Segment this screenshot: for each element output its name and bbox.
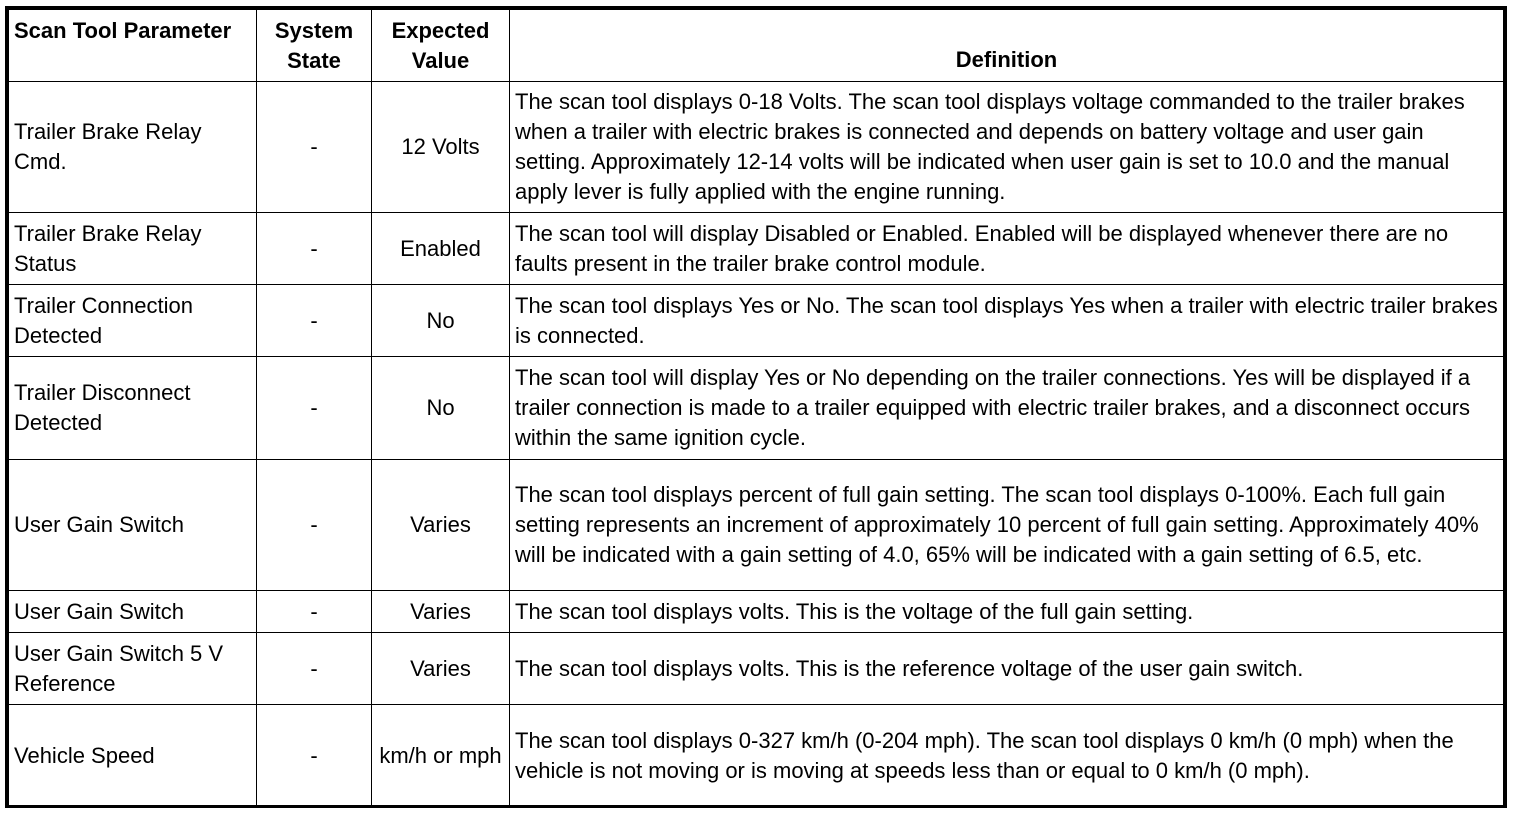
table-row: [9, 82, 1504, 213]
definition-cell: The scan tool displays percent of full gain setting. The scan tool displays 0-100%. Each full gain setting represents an increment of approximately 10 percent of full gain setting. Approximately 40% will be indicated with a gain setting of 4.0, 65% will be indicated with a gain setting of 6.5, etc.: [510, 460, 1504, 591]
header-expected-value: Expected Value: [372, 10, 510, 82]
table-row: [9, 591, 1504, 633]
parameter-cell: Trailer Brake Relay Status: [9, 213, 257, 285]
table-row: [9, 633, 1504, 705]
expected-value-cell: 12 Volts: [372, 82, 510, 213]
system-state-cell: -: [257, 460, 372, 591]
definition-cell: The scan tool displays 0-18 Volts. The scan tool displays voltage commanded to the trailer brakes when a trailer with electric brakes is connected and depends on battery voltage and user gain setting. Approximately 12-14 volts will be indicated when user gain is set to 10.0 and the manual apply lever is fully applied with the engine running.: [510, 82, 1504, 213]
system-state-cell: -: [257, 591, 372, 633]
parameter-cell: Trailer Disconnect Detected: [9, 357, 257, 460]
parameter-cell: Trailer Brake Relay Cmd.: [9, 82, 257, 213]
definition-cell: The scan tool displays volts. This is the reference voltage of the user gain switch.: [510, 633, 1504, 705]
expected-value-cell: km/h or mph: [372, 705, 510, 808]
parameter-cell: Trailer Connection Detected: [9, 285, 257, 357]
system-state-cell: -: [257, 82, 372, 213]
scan-tool-parameter-table-container: [5, 6, 1507, 808]
table-row: [9, 213, 1504, 285]
definition-cell: The scan tool displays volts. This is the voltage of the full gain setting.: [510, 591, 1504, 633]
definition-cell: The scan tool displays Yes or No. The scan tool displays Yes when a trailer with electric trailer brakes is connected.: [510, 285, 1504, 357]
system-state-cell: -: [257, 705, 372, 808]
parameter-cell: Vehicle Speed: [9, 705, 257, 808]
parameter-cell: User Gain Switch 5 V Reference: [9, 633, 257, 705]
expected-value-cell: Varies: [372, 460, 510, 591]
system-state-cell: -: [257, 285, 372, 357]
table-row: [9, 285, 1504, 357]
header-system-state: System State: [257, 10, 372, 82]
header-definition: Definition: [510, 10, 1504, 82]
table-header-row: [9, 10, 1504, 82]
expected-value-cell: Enabled: [372, 213, 510, 285]
definition-cell: The scan tool will display Disabled or Enabled. Enabled will be displayed whenever there are no faults present in the trailer brake control module.: [510, 213, 1504, 285]
parameter-cell: User Gain Switch: [9, 591, 257, 633]
scan-tool-parameter-table: [8, 9, 1504, 808]
table-row: [9, 460, 1504, 591]
system-state-cell: -: [257, 213, 372, 285]
system-state-cell: -: [257, 357, 372, 460]
definition-cell: The scan tool displays 0-327 km/h (0-204 mph). The scan tool displays 0 km/h (0 mph) when the vehicle is not moving or is moving at speeds less than or equal to 0 km/h (0 mph).: [510, 705, 1504, 808]
parameter-cell: User Gain Switch: [9, 460, 257, 591]
table-row: [9, 357, 1504, 460]
expected-value-cell: Varies: [372, 591, 510, 633]
table-row: [9, 705, 1504, 808]
system-state-cell: -: [257, 633, 372, 705]
expected-value-cell: Varies: [372, 633, 510, 705]
definition-cell: The scan tool will display Yes or No depending on the trailer connections. Yes will be displayed if a trailer connection is made to a trailer equipped with electric trailer brakes, and a disconnect occurs within the same ignition cycle.: [510, 357, 1504, 460]
header-scan-tool-parameter: Scan Tool Parameter: [9, 10, 257, 82]
expected-value-cell: No: [372, 285, 510, 357]
expected-value-cell: No: [372, 357, 510, 460]
